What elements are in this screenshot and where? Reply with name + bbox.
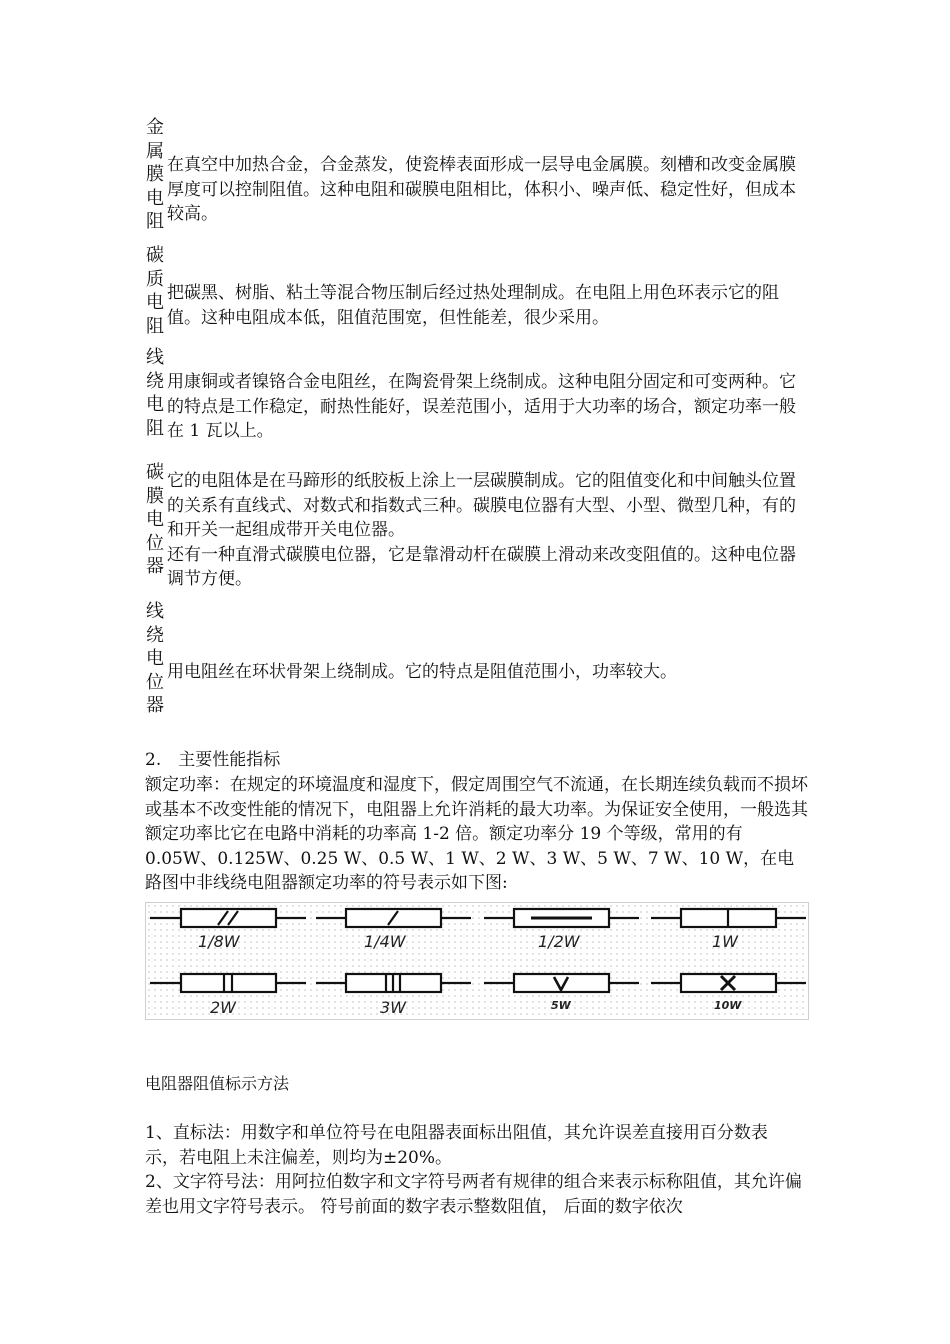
name-char: 膜 xyxy=(146,164,164,185)
name-char: 绕 xyxy=(146,624,164,646)
description-text: 用电阻丝在环状骨架上绕制成。它的特点是阻值范围小，功率较大。 xyxy=(167,662,677,682)
name-char: 金 xyxy=(146,117,164,138)
resistor-row-carbon-potentiometer xyxy=(145,461,805,591)
name-char: 线 xyxy=(146,347,164,368)
name-char: 电 xyxy=(146,394,164,415)
description-text: 在真空中加热合金，合金蒸发，使瓷棒表面形成一层导电金属膜。刻槽和改变金属膜厚度可以控制阻值。这种电阻和碳膜电阻相比，体积小、噪声低、稳定性好，但成本较高。 xyxy=(167,155,796,224)
name-char: 电 xyxy=(146,187,164,209)
description-text: 还有一种直滑式碳膜电位器，它是靠滑动杆在碳膜上滑动来改变阻值的。这种电位器调节方便。 xyxy=(167,544,796,589)
name-char: 绕 xyxy=(146,370,164,392)
resistor-name-vertical xyxy=(145,244,165,338)
name-char: 阻 xyxy=(146,315,164,337)
marking-item-2: 2、文字符号法：用阿拉伯数字和文字符号两者有规律的组合来表示标称阻值，其允许偏差也用文字符号表示。 符号前面的数字表示整数阻值， 后面的数字依次 xyxy=(145,1172,802,1217)
resistor-name-vertical xyxy=(145,116,165,234)
resistor-row-carbon-composition xyxy=(145,244,805,344)
resistor-row-metal-film xyxy=(145,116,805,241)
resistor-description xyxy=(167,281,807,330)
resistor-description xyxy=(167,153,807,227)
power-label-1w: 1W xyxy=(712,932,738,951)
name-char: 器 xyxy=(146,695,164,716)
name-char: 器 xyxy=(146,556,164,577)
power-label-5w: 5W xyxy=(551,999,571,1012)
name-char: 电 xyxy=(146,648,164,669)
power-label-1-4w: 1/4W xyxy=(364,932,406,951)
name-char: 质 xyxy=(146,268,164,290)
name-char: 位 xyxy=(146,532,164,554)
power-label-1-8w: 1/8W xyxy=(198,932,240,951)
description-text: 用康铜或者镍铬合金电阻丝，在陶瓷骨架上绕制成。这种电阻分固定和可变两种。它的特点是工作稳定，耐热性能好，误差范围小，适用于大功率的场合，额定功率一般在 1 瓦以上。 xyxy=(167,372,796,441)
resistor-name-vertical xyxy=(145,600,165,718)
power-symbol-figure xyxy=(145,902,809,1020)
name-char: 位 xyxy=(146,671,164,693)
power-label-3w: 3W xyxy=(380,998,406,1017)
resistor-name-vertical xyxy=(145,461,165,579)
name-char: 电 xyxy=(146,509,164,530)
name-char: 碳 xyxy=(146,462,164,483)
name-char: 碳 xyxy=(146,245,164,266)
resistor-name-vertical xyxy=(145,346,165,440)
name-char: 阻 xyxy=(146,417,164,439)
description-text: 它的电阻体是在马蹄形的纸胶板上涂上一层碳膜制成。它的阻值变化和中间触头位置的关系有直线式、对数式和指数式三种。碳膜电位器有大型、小型、微型几种，有的和开关一起组成带开关电位器。 xyxy=(167,471,796,540)
power-label-10w: 10W xyxy=(714,999,742,1012)
resistor-row-wirewound-potentiometer xyxy=(145,600,805,725)
section-heading: 2. 主要性能指标 xyxy=(145,750,281,770)
resistor-description xyxy=(167,660,807,685)
name-char: 膜 xyxy=(146,485,164,507)
marking-item-1: 1、直标法：用数字和单位符号在电阻器表面标出阻值，其允许误差直接用百分数表示，若电阻上未注偏差，则均为±20%。 xyxy=(145,1123,768,1168)
marking-title: 电阻器阻值标示方法 xyxy=(145,1074,290,1093)
name-char: 线 xyxy=(146,601,164,622)
name-char: 属 xyxy=(146,140,164,162)
section-paragraph: 额定功率：在规定的环境温度和湿度下，假定周围空气不流通，在长期连续负载而不损坏或基本不改变性能的情况下，电阻器上允许消耗的最大功率。为保证安全使用，一般选其额定功率比它在电路中消耗的功率高 1-2 倍。额定功率分 19 个等级，常用的有 0.05W、0.125W、0.25 W、0.5 W、1 W、2 W、3 W、5 W、7 W、10 W，在电路图中非线绕电阻器额定功率的符号表示如下图: xyxy=(145,775,808,893)
power-label-2w: 2W xyxy=(210,998,236,1017)
resistor-description xyxy=(167,370,807,444)
name-char: 阻 xyxy=(146,211,164,232)
power-symbol-svg xyxy=(146,903,810,1021)
resistor-description xyxy=(167,469,807,592)
resistor-row-wirewound xyxy=(145,346,805,446)
name-char: 电 xyxy=(146,292,164,313)
description-text: 把碳黑、树脂、粘土等混合物压制后经过热处理制成。在电阻上用色环表示它的阻值。这种电阻成本低，阻值范围宽，但性能差，很少采用。 xyxy=(167,283,779,328)
power-label-1-2w: 1/2W xyxy=(538,932,580,951)
